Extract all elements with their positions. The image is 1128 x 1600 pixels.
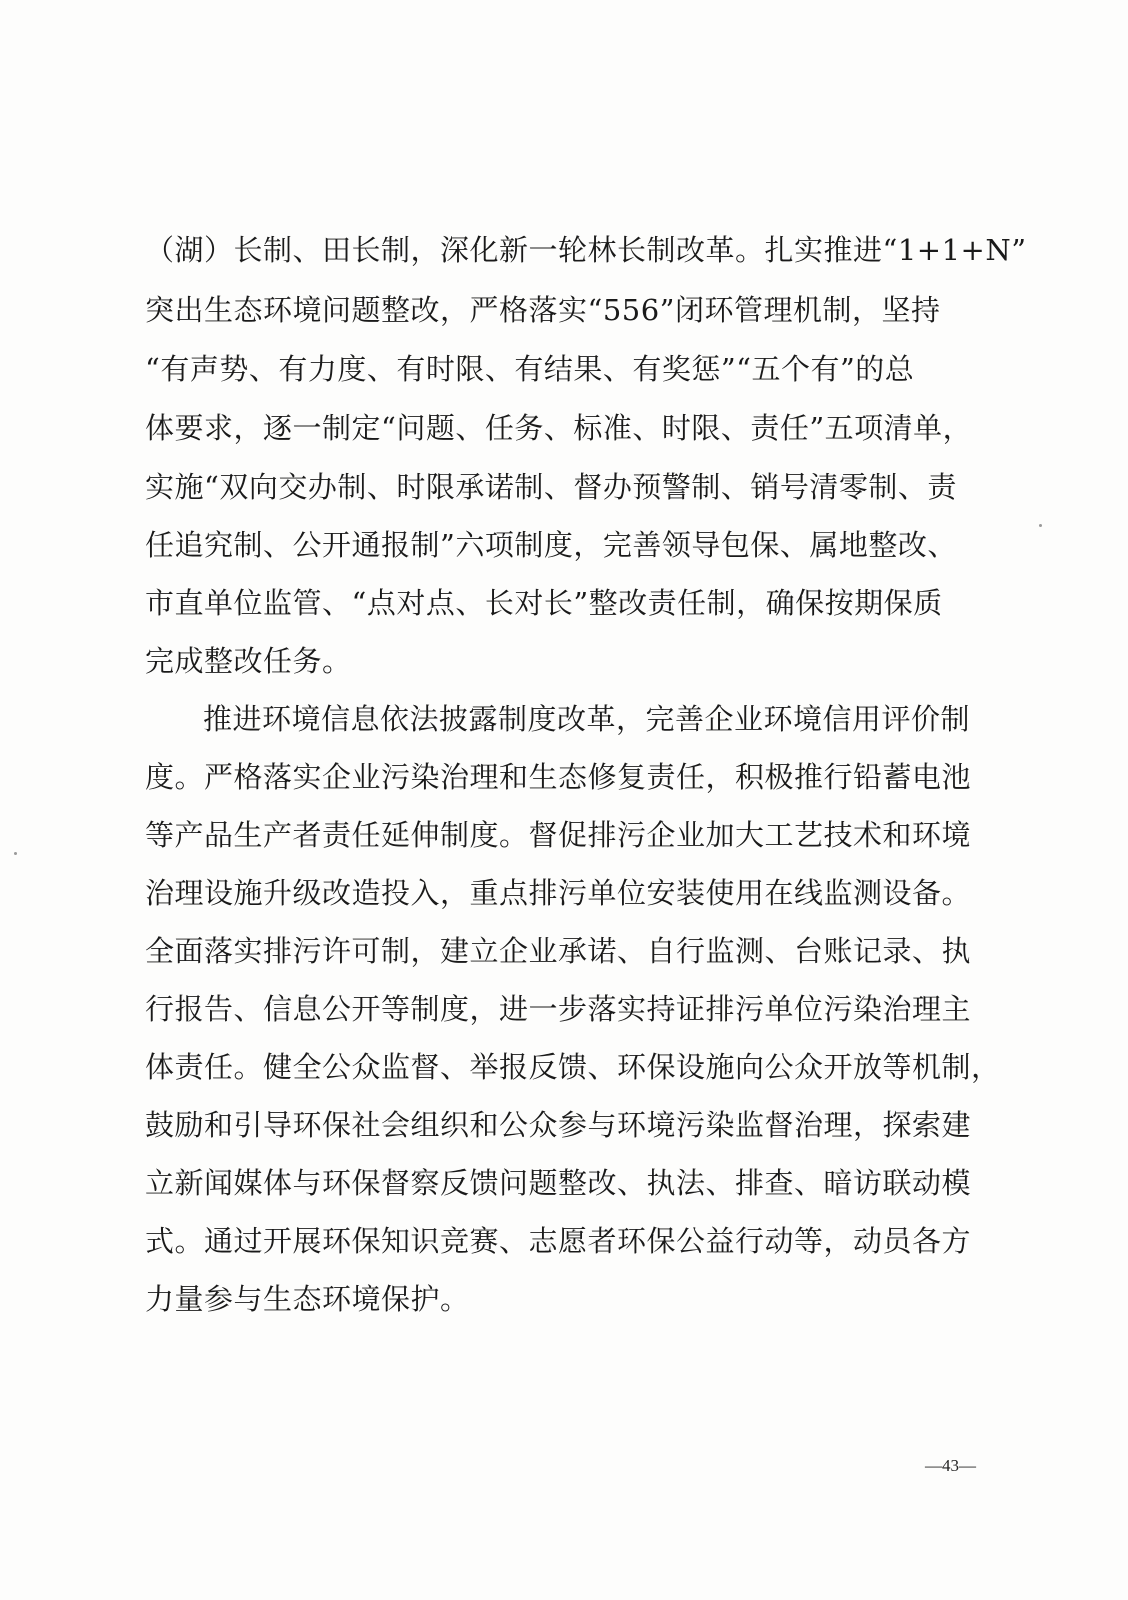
paragraph-line: 行报告、信息公开等制度，进一步落实持证排污单位污染治理主 [145,992,972,1026]
paragraph-line: “有声势、有力度、有时限、有结果、有奖惩”“五个有”的总 [145,352,915,386]
scan-speck [14,852,17,855]
paragraph-line: 治理设施升级改造投入，重点排污单位安装使用在线监测设备。 [145,876,972,910]
paragraph-line: 度。严格落实企业污染治理和生态修复责任，积极推行铅蓄电池 [145,760,972,794]
paragraph-line: 力量参与生态环境保护。 [145,1282,470,1316]
paragraph-line: 市直单位监管、“点对点、长对长”整改责任制，确保按期保质 [145,586,943,620]
paragraph-line: 等产品生产者责任延伸制度。督促排污企业加大工艺技术和环境 [145,818,972,852]
paragraph-line: 突出生态环境问题整改，严格落实“556”闭环管理机制，坚持 [145,293,941,327]
paragraph-line: 全面落实排污许可制，建立企业承诺、自行监测、台账记录、执 [145,934,972,968]
paragraph-line: 体责任。健全公众监督、举报反馈、环保设施向公众开放等机制， [145,1050,1001,1084]
paragraph-line: 立新闻媒体与环保督察反馈问题整改、执法、排查、暗访联动模 [145,1166,972,1200]
paragraph-line: （湖）长制、田长制，深化新一轮林长制改革。扎实推进“1+1+N” [145,233,1027,267]
paragraph-line: 完成整改任务。 [145,644,352,678]
paragraph-line: 式。通过开展环保知识竞赛、志愿者环保公益行动等，动员各方 [145,1224,972,1258]
page-number: —43— [925,1456,976,1475]
paragraph-line: 鼓励和引导环保社会组织和公众参与环境污染监督治理，探索建 [145,1108,972,1142]
paragraph-line: 任追究制、公开通报制”六项制度，完善领导包保、属地整改、 [145,528,957,562]
scan-speck [1039,524,1042,527]
paragraph-line: 体要求，逐一制定“问题、任务、标准、时限、责任”五项清单， [145,411,973,445]
paragraph-line: 实施“双向交办制、时限承诺制、督办预警制、销号清零制、责 [145,470,957,504]
paragraph-line: 推进环境信息依法披露制度改革，完善企业环境信用评价制 [203,702,971,736]
